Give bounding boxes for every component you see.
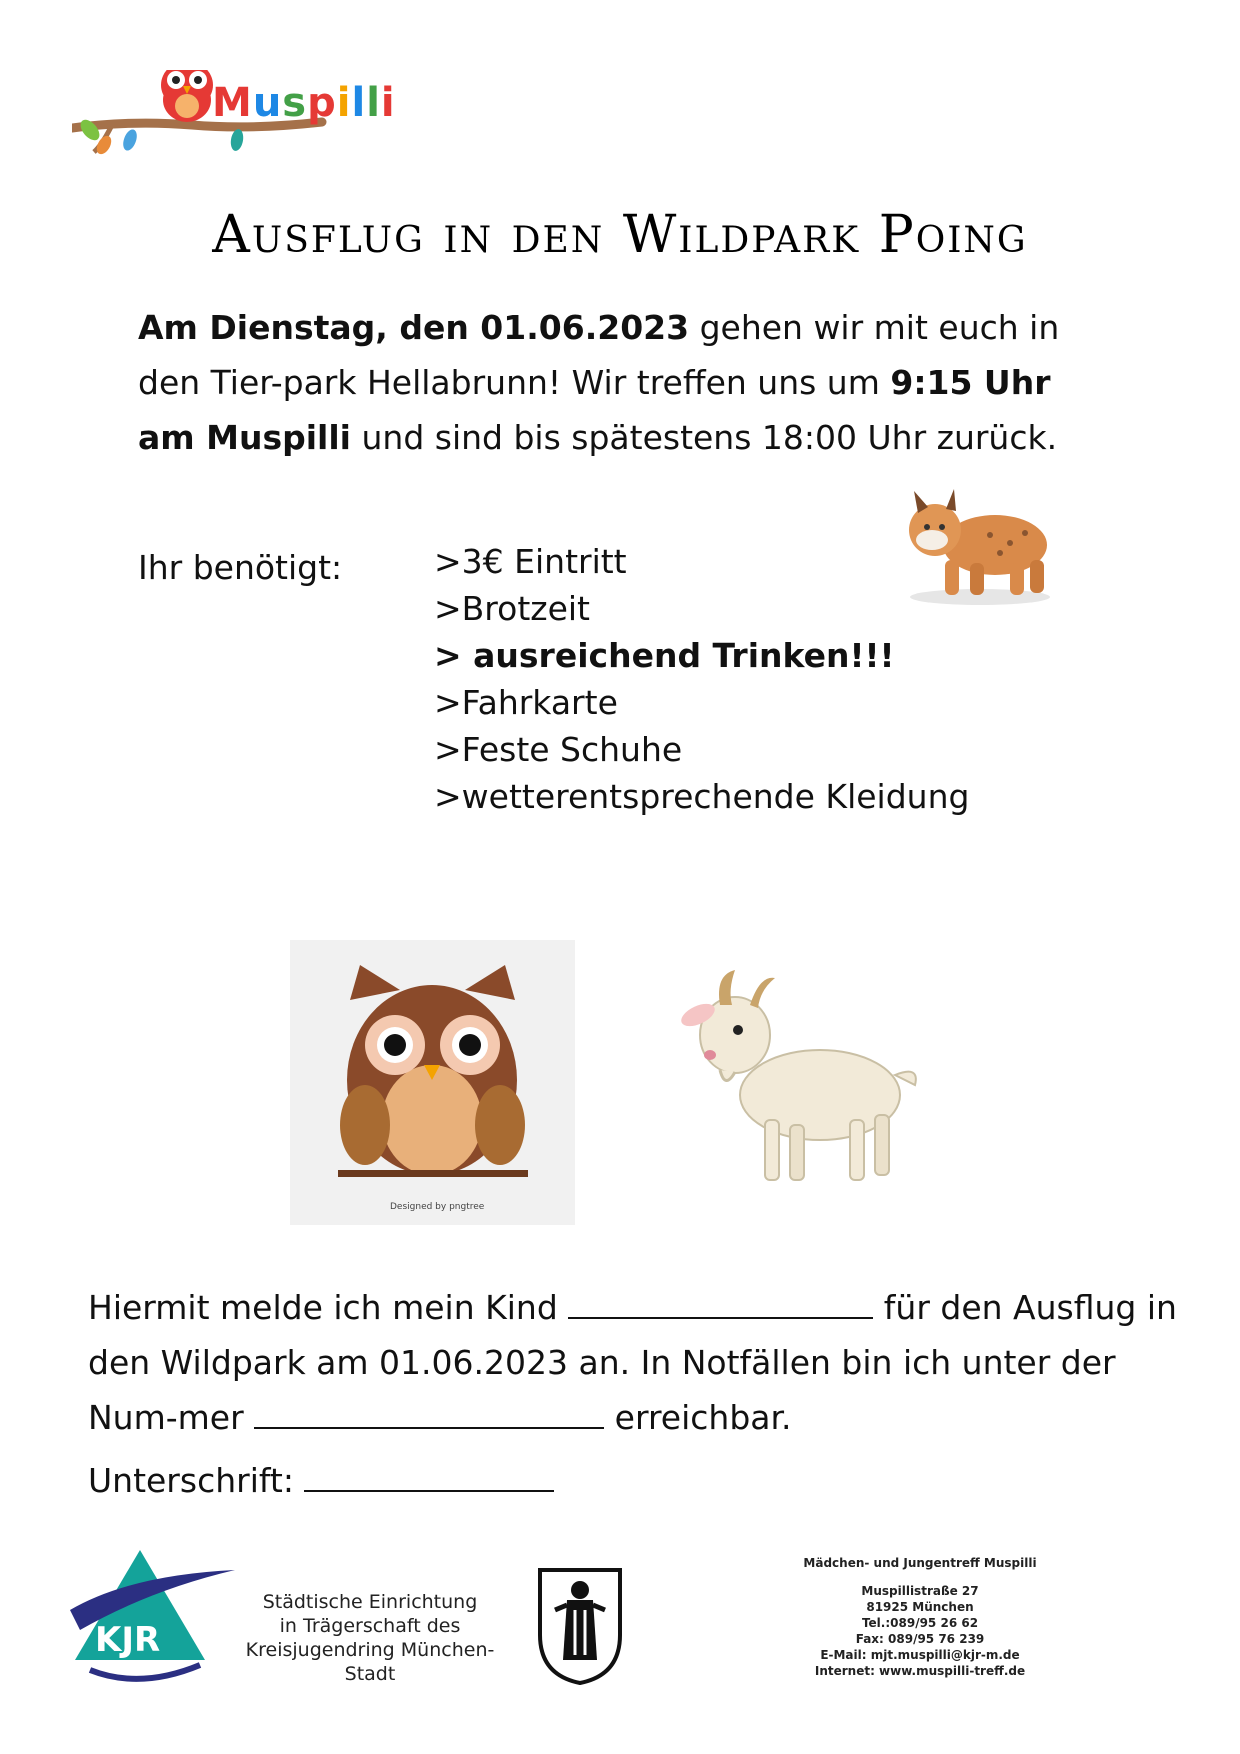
intro-text-2: und sind bis spätestens 18:00 Uhr zurück. (351, 418, 1058, 457)
need-item: >Fahrkarte (434, 683, 618, 722)
child-name-field[interactable] (568, 1287, 873, 1319)
intro-date: Am Dienstag, den 01.06.2023 (138, 308, 690, 347)
intro-meeting: 9:15 Uhr am Muspilli (138, 363, 1051, 457)
needs-list (434, 542, 970, 830)
intro-text-1: gehen wir mit euch in den Tier-park Hellabrunn! Wir treffen uns um (138, 308, 1060, 402)
phone-number-field[interactable] (254, 1397, 604, 1429)
intro-paragraph (138, 300, 1118, 465)
address-line: Fax: 089/95 76 239 (855, 1632, 985, 1646)
address-line: Muspillistraße 27 (861, 1584, 979, 1598)
need-item: >3€ Eintritt (434, 542, 627, 581)
institution-line: in Trägerschaft des (279, 1615, 461, 1637)
address-block (790, 1555, 1050, 1679)
page-title: Ausflug in den Wildpark Poing (212, 205, 1028, 265)
needs-label: Ihr benötigt: (138, 548, 343, 587)
address-head: Mädchen- und Jungentreff Muspilli (803, 1556, 1037, 1570)
lynx-icon (900, 485, 1060, 610)
logo-wordmark: Muspilli (212, 80, 396, 126)
address-line: 81925 München (866, 1600, 974, 1614)
institution-line: Städtische Einrichtung (262, 1591, 478, 1613)
signature-field[interactable] (304, 1460, 554, 1492)
kjr-logo-text: KJR (95, 1620, 161, 1660)
address-line: Tel.:089/95 26 62 (861, 1616, 979, 1630)
signup-text (88, 1280, 1178, 1445)
need-item: >Feste Schuhe (434, 730, 683, 769)
muspilli-logo (72, 70, 396, 180)
owl-icon (290, 940, 575, 1225)
need-item: >Brotzeit (434, 589, 590, 628)
signature-line (88, 1460, 554, 1500)
signup-part-1: Hiermit melde ich mein Kind (88, 1288, 558, 1327)
signature-label: Unterschrift: (88, 1461, 294, 1500)
address-line: Internet: www.muspilli-treff.de (814, 1664, 1026, 1678)
signup-part-3: erreichbar. (614, 1398, 792, 1437)
institution-line: Kreisjugendring München-Stadt (245, 1639, 495, 1685)
signup-part-2: für den Ausflug in den Wildpark am 01.06.2023 an. In Notfällen bin ich unter der Num-mer (88, 1288, 1177, 1437)
need-item: >wetterentsprechende Kleidung (434, 777, 970, 816)
institution-text (230, 1590, 510, 1686)
kjr-logo (70, 1550, 240, 1685)
address-line: E-Mail: mjt.muspilli@kjr-m.de (820, 1648, 1020, 1662)
goat-icon (680, 960, 940, 1205)
munich-coat-of-arms-icon (535, 1565, 625, 1685)
owl-credit: Designed by pngtree (390, 1202, 485, 1212)
need-item-strong: > ausreichend Trinken!!! (434, 636, 895, 675)
